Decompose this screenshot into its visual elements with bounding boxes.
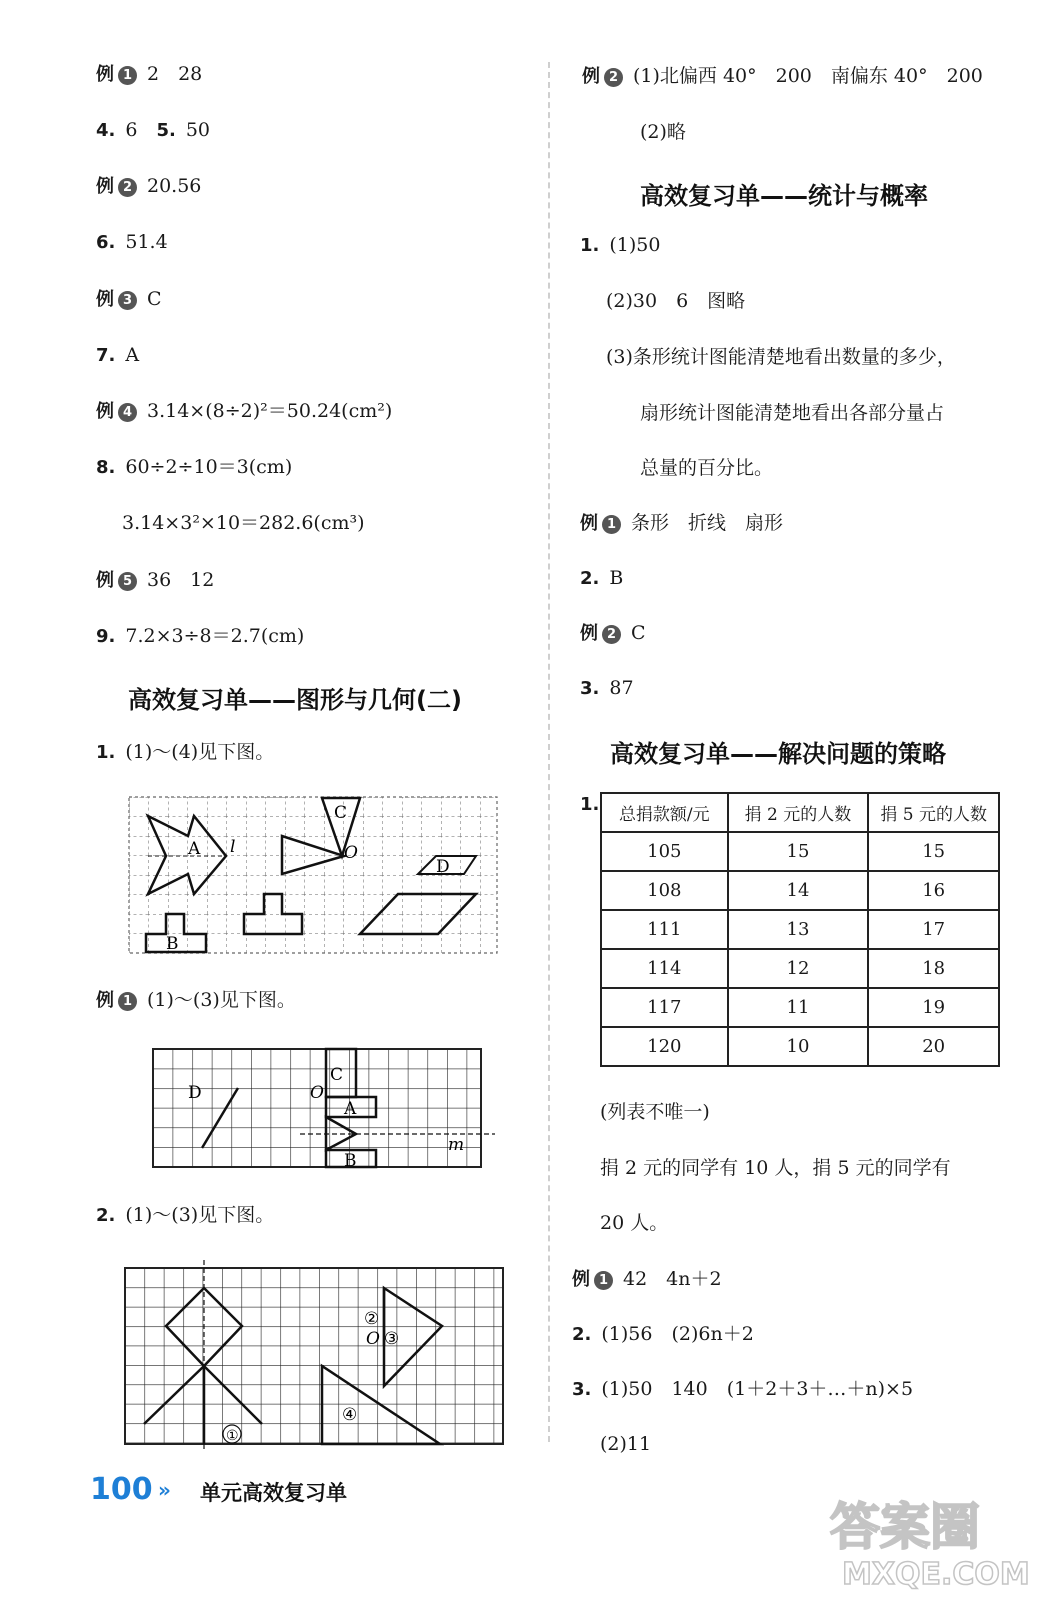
- answer-line: [96, 230, 168, 255]
- example-number-badge: 4: [118, 403, 137, 422]
- double-chevron-icon: »: [158, 1478, 171, 1502]
- table-cell: 14: [728, 871, 869, 910]
- answer-line: [96, 399, 392, 424]
- table-cell: 108: [601, 871, 728, 910]
- geometry-figure-1: [126, 794, 500, 956]
- example-number-badge: 2: [604, 68, 623, 87]
- table-cell: 111: [601, 910, 728, 949]
- data-table: [600, 792, 1000, 1067]
- answer-text: (1)～(3)见下图。: [147, 989, 296, 1011]
- answer-text: C: [147, 288, 162, 310]
- table-cell: 120: [601, 1027, 728, 1066]
- answer-line: [96, 343, 139, 368]
- page-number: 100: [90, 1472, 153, 1507]
- question-number: 2.: [572, 1324, 592, 1345]
- geometry-figure-3: [122, 1258, 508, 1452]
- answer-line: [580, 621, 646, 646]
- question-number: 8.: [96, 457, 116, 478]
- table-cell: 105: [601, 832, 728, 871]
- answer-text: (2)30 6 图略: [606, 290, 746, 312]
- example-number-badge: 1: [118, 66, 137, 85]
- answer-line: [640, 456, 773, 480]
- figure-label: D: [188, 1083, 202, 1103]
- answer-text: (1)北偏西 40° 200 南偏东 40° 200: [633, 65, 983, 87]
- question-number: 1.: [96, 742, 116, 763]
- answer-text: 总量的百分比。: [640, 457, 774, 479]
- answer-line: [96, 568, 214, 593]
- figure-label: C: [330, 1065, 344, 1085]
- answer-text: (2)11: [600, 1433, 652, 1455]
- answer-line: [96, 455, 292, 480]
- answer-line: [96, 118, 210, 143]
- answer-text: 87: [609, 677, 634, 699]
- figure-label: m: [448, 1135, 465, 1155]
- example-tag: 例: [96, 401, 114, 422]
- table-cell: 15: [728, 832, 869, 871]
- answer-text: 扇形统计图能清楚地看出各部分量占: [640, 402, 945, 424]
- table-row: [601, 949, 999, 988]
- question-number: 1.: [580, 235, 600, 256]
- section-heading: 高效复习单——解决问题的策略: [610, 740, 946, 768]
- figure-label: O: [366, 1329, 380, 1349]
- table-cell: 13: [728, 910, 869, 949]
- answer-text: (1)56 (2)6n＋2: [601, 1323, 754, 1345]
- section-heading: 高效复习单——图形与几何(二): [128, 686, 462, 714]
- answer-line: [572, 1267, 722, 1292]
- example-number-badge: 2: [118, 178, 137, 197]
- example-tag: 例: [580, 623, 598, 644]
- answer-text: 条形 折线 扇形: [631, 512, 784, 534]
- example-tag: 例: [96, 289, 114, 310]
- answer-text: B: [609, 567, 624, 589]
- answer-line: [96, 287, 162, 312]
- table-cell: 117: [601, 988, 728, 1027]
- footer-title: 单元高效复习单: [200, 1481, 347, 1505]
- example-number-badge: 3: [118, 291, 137, 310]
- section-heading: 高效复习单——统计与概率: [640, 182, 928, 210]
- answer-text: (1)50 140 (1＋2＋3＋…＋n)×5: [601, 1378, 914, 1400]
- table-cell: 12: [728, 949, 869, 988]
- table-header: 捐 5 元的人数: [868, 793, 999, 832]
- answer-line: [582, 64, 983, 89]
- table-header: 总捐款额/元: [601, 793, 728, 832]
- answer-line: [580, 233, 660, 258]
- answer-line: [606, 345, 956, 369]
- figure-label: A: [344, 1099, 357, 1119]
- table-cell: 19: [868, 988, 999, 1027]
- question-number: 2.: [96, 1205, 116, 1226]
- answer-line: [96, 62, 202, 87]
- question-number: 3.: [572, 1379, 592, 1400]
- answer-text: (列表不唯一): [600, 1101, 710, 1123]
- example-number-badge: 5: [118, 572, 137, 591]
- figure-label: B: [344, 1151, 357, 1170]
- example-tag: 例: [96, 990, 114, 1011]
- answer-line: [600, 1156, 951, 1180]
- answer-line: [600, 1432, 651, 1456]
- answer-line: [600, 1100, 710, 1124]
- answer-text: 3.14×3²×10＝282.6(cm³): [122, 512, 365, 534]
- figure-label: ③: [384, 1329, 400, 1349]
- question-number: 1.: [580, 794, 600, 815]
- question-number: 2.: [580, 568, 600, 589]
- table-row: [601, 871, 999, 910]
- answer-text: 2 28: [147, 63, 203, 85]
- table-cell: 114: [601, 949, 728, 988]
- answer-line: [580, 511, 783, 536]
- answer-text: (1)～(4)见下图。: [125, 741, 275, 763]
- answer-text: C: [631, 622, 646, 644]
- question-number: 9.: [96, 626, 116, 647]
- example-tag: 例: [582, 66, 600, 87]
- table-cell: 10: [728, 1027, 869, 1066]
- table-header: 捐 2 元的人数: [728, 793, 869, 832]
- question-number: 5.: [156, 120, 176, 141]
- example-tag: 例: [572, 1269, 590, 1290]
- answer-line: [580, 676, 634, 701]
- answer-text: 6: [125, 119, 157, 141]
- example-number-badge: 1: [602, 515, 621, 534]
- answer-text: A: [125, 344, 140, 366]
- table-cell: 16: [868, 871, 999, 910]
- table-cell: 20: [868, 1027, 999, 1066]
- answer-line: [572, 1377, 913, 1402]
- answer-line: [96, 988, 296, 1013]
- column-divider: [548, 62, 550, 1442]
- answer-text: 20 人。: [600, 1212, 669, 1234]
- figure-label: ②: [364, 1309, 380, 1329]
- answer-text: 7.2×3÷8＝2.7(cm): [125, 625, 305, 647]
- answer-line: [606, 289, 745, 313]
- question-number: 4.: [96, 120, 116, 141]
- answer-text: 60÷2÷10＝3(cm): [125, 456, 293, 478]
- question-number: 7.: [96, 345, 116, 366]
- figure-label: O: [310, 1083, 324, 1103]
- answer-line: [600, 1211, 668, 1235]
- answer-text: (1)50: [609, 234, 661, 256]
- table-cell: 17: [868, 910, 999, 949]
- answer-text: 50: [185, 119, 211, 141]
- watermark-logo: [822, 1484, 1032, 1594]
- example-number-badge: 1: [118, 992, 137, 1011]
- table-row: [601, 988, 999, 1027]
- example-tag: 例: [96, 64, 114, 85]
- figure-label: O: [344, 843, 358, 863]
- answer-text: (3)条形统计图能清楚地看出数量的多少，: [606, 346, 956, 368]
- answer-line: [572, 1322, 754, 1347]
- answer-text: 捐 2 元的同学有 10 人，捐 5 元的同学有: [600, 1157, 951, 1179]
- example-tag: 例: [96, 570, 114, 591]
- example-tag: 例: [580, 513, 598, 534]
- table-cell: 15: [868, 832, 999, 871]
- answer-text: 3.14×(8÷2)²＝50.24(cm²): [147, 400, 393, 422]
- answer-line: [96, 1203, 274, 1228]
- answer-text: (1)～(3)见下图。: [125, 1204, 275, 1226]
- figure-label: B: [166, 934, 179, 954]
- figure-label: D: [436, 857, 450, 877]
- example-number-badge: 1: [594, 1271, 613, 1290]
- answer-text: (2)略: [640, 121, 686, 143]
- answer-line: [122, 511, 365, 535]
- answer-text: 42 4n＋2: [623, 1268, 722, 1290]
- answer-line: [640, 401, 944, 425]
- figure-label: A: [188, 839, 201, 859]
- answer-text: 20.56: [147, 175, 202, 197]
- answer-line: [96, 174, 201, 199]
- table-header-row: [601, 793, 999, 832]
- answer-text: 36 12: [147, 569, 215, 591]
- table-row: [601, 832, 999, 871]
- answer-text: 51.4: [125, 231, 168, 253]
- figure-label: l: [230, 837, 236, 857]
- table-row: [601, 1027, 999, 1066]
- table-cell: 18: [868, 949, 999, 988]
- figure-label: ④: [342, 1405, 358, 1425]
- figure-label: C: [334, 803, 348, 823]
- table-row: [601, 910, 999, 949]
- watermark-url: MXQE.COM: [842, 1557, 1030, 1592]
- answer-line: [96, 624, 304, 649]
- question-number: 6.: [96, 232, 116, 253]
- figure-label: ①: [226, 1428, 239, 1444]
- example-tag: 例: [96, 176, 114, 197]
- example-number-badge: 2: [602, 625, 621, 644]
- watermark-text: 答案圈: [830, 1498, 980, 1556]
- question-number: 3.: [580, 678, 600, 699]
- geometry-figure-2: [150, 1046, 496, 1170]
- table-cell: 11: [728, 988, 869, 1027]
- answer-line: [96, 740, 274, 765]
- answer-line: [640, 120, 686, 144]
- answer-line: [580, 566, 623, 591]
